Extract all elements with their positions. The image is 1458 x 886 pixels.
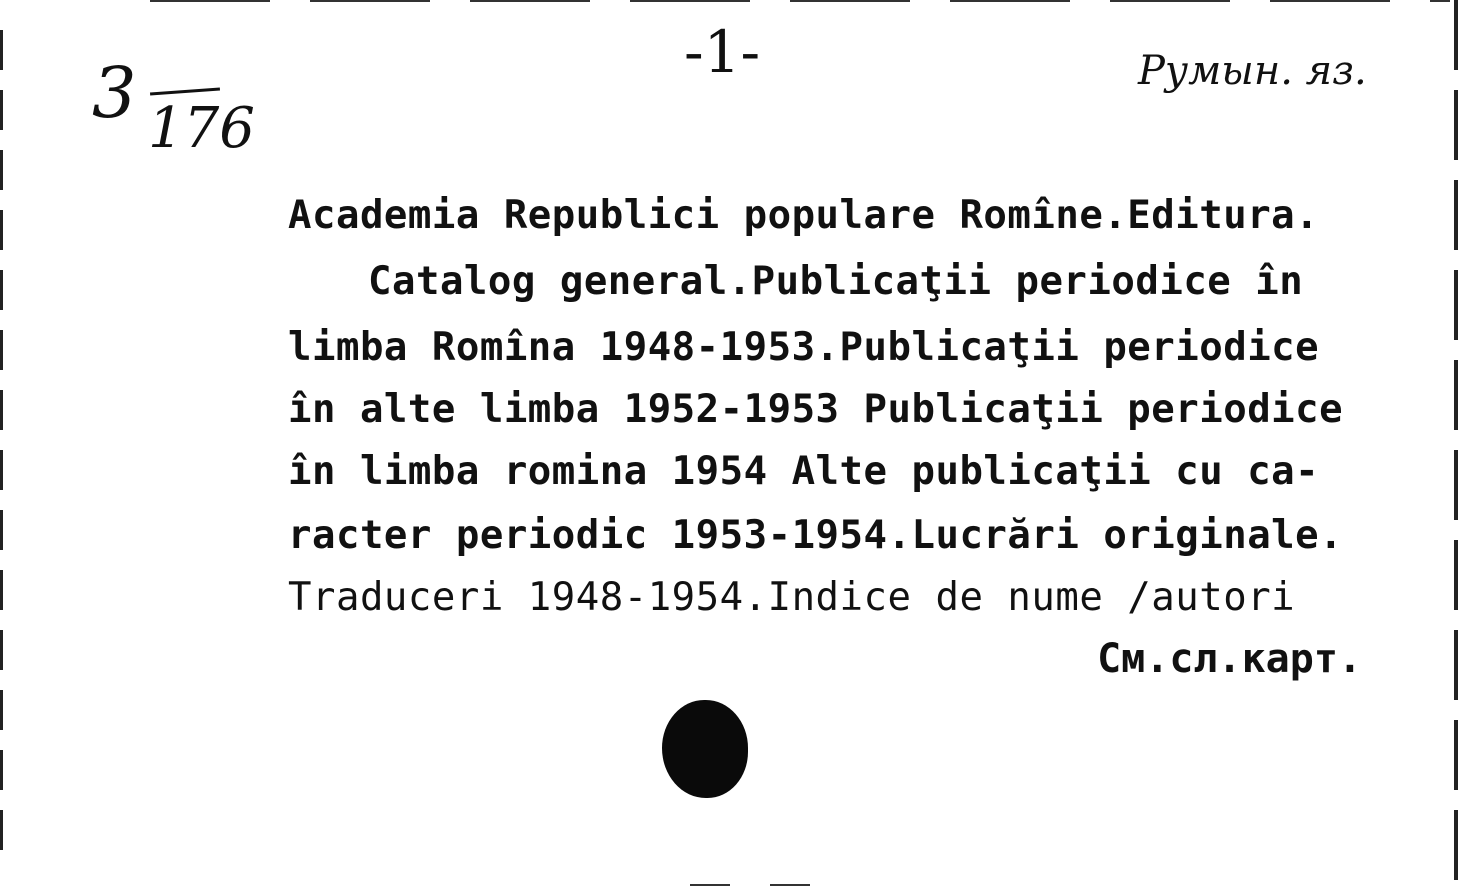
entry-line-2: Catalog general.Publicaţii periodice în (368, 259, 1304, 304)
entry-line-4: în alte limba 1952-1953 Publicaţii periodice (288, 387, 1344, 432)
entry-line-6: racter periodic 1953-1954.Lucrări originale. (288, 513, 1344, 558)
language-note: Румын. яз. (1138, 48, 1367, 94)
entry-line-5: în limba romina 1954 Alte publicaţii cu ca- (288, 449, 1320, 494)
card-left-edge (0, 30, 3, 850)
shelf-mark-bottom: 176 (148, 96, 255, 161)
card-top-edge (150, 0, 1450, 2)
shelf-mark-fraction-bar (150, 88, 220, 96)
entry-line-1: Academia Republici populare Romîne.Editura. (288, 193, 1320, 238)
entry-line-3: limba Romîna 1948-1953.Publicaţii periodice (288, 325, 1320, 370)
shelf-mark-top: 3 (92, 52, 137, 134)
card-right-edge (1454, 0, 1458, 886)
entry-line-7: Traduceri 1948-1954.Indice de nume /autori (288, 575, 1296, 620)
punch-hole (662, 700, 748, 798)
page-number: -1- (684, 18, 761, 86)
see-next-card-note: См.сл.карт. (1097, 636, 1362, 682)
